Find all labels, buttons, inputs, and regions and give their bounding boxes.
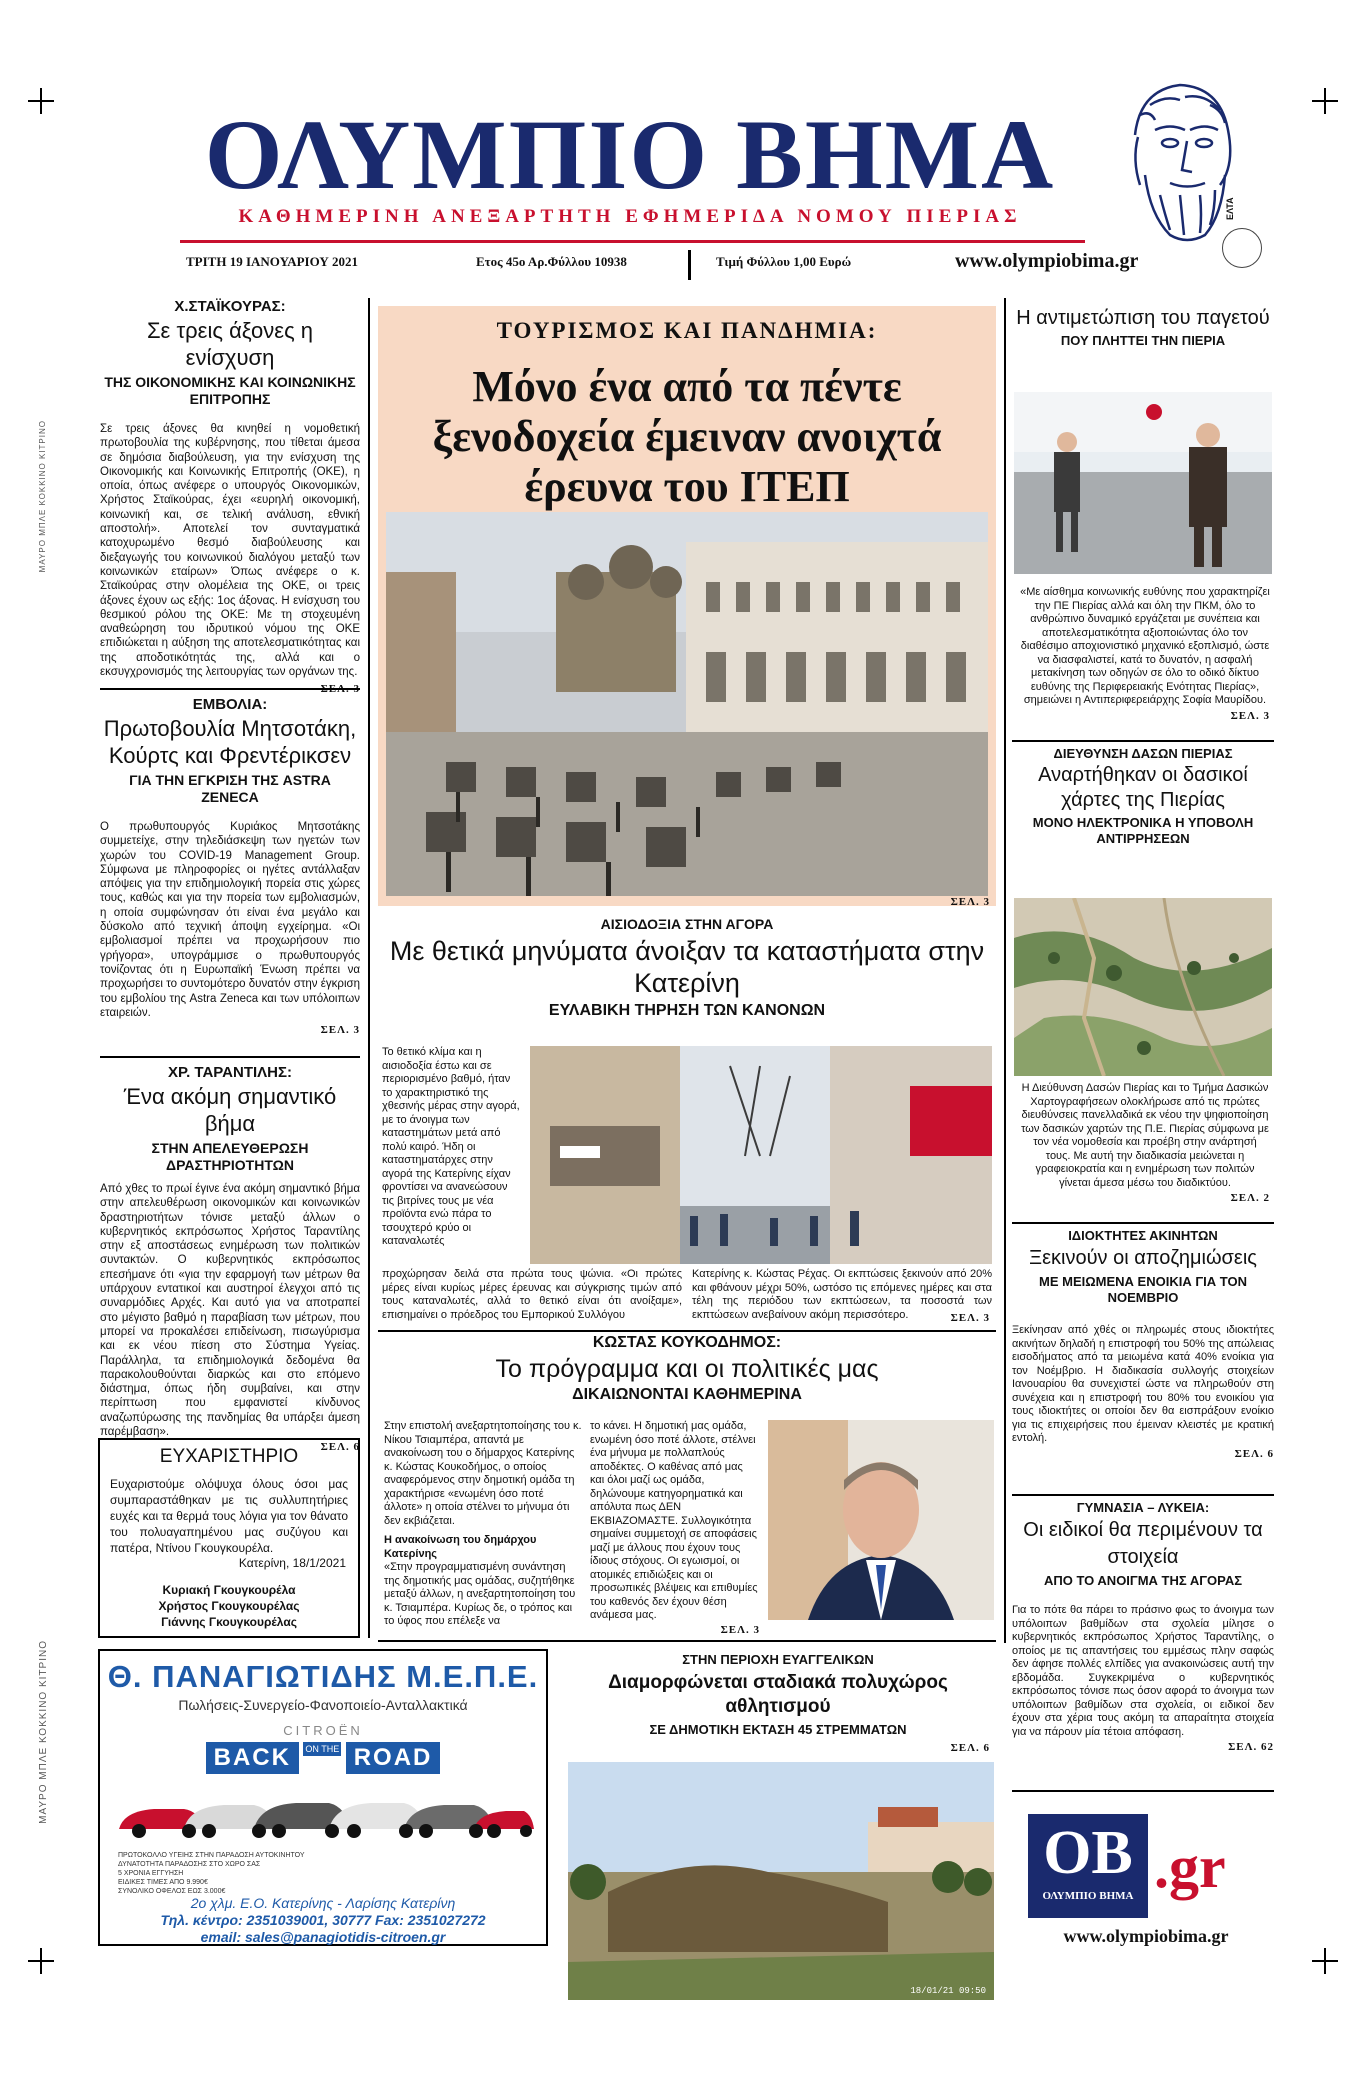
article-title: Η αντιμετώπιση του παγετού (1016, 307, 1270, 329)
lead-photo-venice-square (386, 512, 988, 896)
photo-timestamp: 18/01/21 09:50 (910, 1986, 986, 1996)
masthead-title: ΟΛΥΜΠΙΟ ΒΗΜΑ (204, 99, 1056, 210)
ad-phones: Τηλ. κέντρο: 2351039001, 30777 Fax: 2351027272 (160, 1912, 486, 1928)
ob-tld: .gr (1154, 1834, 1226, 1900)
thanks-signature: Κυριακή Γκουγκουρέλα (162, 1583, 296, 1597)
article-body: «Στην προγραμματισμένη συνάντηση της δημοτικής μας ομάδας, συζητήθηκε μεταξύ άλλων, η ανεξαρτητοποίηση του κ. Τσιαμπέρα. Κυρίως δε, ο τρόπος και το ύφος που επέλεξε να (384, 1561, 576, 1627)
thanks-signature: Γιάννης Γκουγκουρέλας (161, 1615, 297, 1629)
article-kicker: ΣΤΗΝ ΠΕΡΙΟΧΗ ΕΥΑΓΓΕΛΙΚΩΝ (682, 1652, 874, 1667)
page-reference[interactable]: ΣΕΛ. 6 (320, 1441, 360, 1454)
article-body: Το θετικό κλίμα και η αισιοδοξία έστω και σε περιορισμένο βαθμό, ήταν το χαρακτηριστικό της χθεσινής μέρας στην αγορά, με το άνοιγμα των καταστημάτων μετά από πολύ καιρό. Ήδη οι καταστηματάρχες στην αγορά της Κατερίνης είχαν φροντίσει να ανανεώσουν τις βιτρίνες τους με νέα προϊόντα ενώ πάρα το τσουχτερό κρύο οι καταναλωτές (382, 1046, 520, 1247)
sports-field-photo (568, 1762, 994, 2000)
divider (378, 1640, 996, 1642)
divider (1012, 1790, 1274, 1792)
dateline-issue: Ετος 45ο Αρ.Φύλλου 10938 (476, 254, 627, 269)
divider (1012, 740, 1274, 742)
ob-gr-promo[interactable] (1012, 1804, 1272, 1954)
ob-logo: OB (1043, 1819, 1133, 1887)
page-reference[interactable]: ΣΕΛ. 3 (320, 1024, 360, 1037)
article-subtitle: ΣΕ ΔΗΜΟΤΙΚΗ ΕΚΤΑΣΗ 45 ΣΤΡΕΜΜΑΤΩΝ (649, 1722, 907, 1737)
lead-title: Μόνο ένα από τα πέντε ξενοδοχεία έμειναν ανοιχτά έρευνα του ΙΤΕΠ (432, 362, 942, 511)
article-body: Από χθες το πρωί έγινε ένα ακόμη σημαντικό βήμα στην απελευθέρωση οικονομικών και κοινωνικών δραστηριοτήτων τόνισε μεταξύ άλλων ο κυβερνητικός εκπρόσωπος Χρήστος Ταραντίλης στην εξ αποστάσεως ενημέρωση των πολιτικών συντακτών. Ο κυβερνητικός εκπρόσωπος επεσήμανε ότι «για την εφαρμογή των μέτρων θα υπάρχουν εντατικοί και αυστηροί έλεγχοι από τις συναρμόδιες Αρχές. Και αυτό για να αποτραπεί στο μέγιστο βαθμό η παραβίαση των μέτρων, που μπορεί να προκαλέσει επιδείνωση, πισωγύρισμα και εκ νέου πίεση στο Σύστημα Υγείας. Παράλληλα, τα επιδημιολογικά δεδομένα θα παρακολουθούνται διαρκώς και στο επόμενο διάστημα, όπως ήδη συμβαίνει, και στην περίπτωση που εμφανιστεί κίνδυνος αναζωπύρωσης της πανδημίας θα υπάρξει άμεση παρέμβαση». (100, 1183, 360, 1439)
divider (100, 1056, 360, 1058)
article-body: Για το πότε θα πάρει το πράσινο φως το άνοιγμα των υπόλοιπων βαθμίδων στα σχολεία μίλησε ο κυβερνητικός εκπρόσωπος Χρήστος Ταραντίλης, ο οποίος με τις απαντήσεις του εμμέσως πλην σαφώς δεν άφησε πολλές ελπίδες για ανακοινώσεις αυτή την εβδομάδα. Συγκεκριμένα ο κυβερνητικός εκπρόσωπος τόνισε πως όσον αφορά το άνοιγμα των υπόλοιπων βαθμίδων στα σχολεία, οι ειδικοί δεν έχουν στα χέρια τους ακόμη τα απαραίτητα στοιχεία για να πάρουν μία τέτοια απόφαση. (1012, 1604, 1274, 1738)
article-body: Η Διεύθυνση Δασών Πιερίας και το Τμήμα Δασικών Χαρτογραφήσεων ολοκλήρωσε από τις πρώτες διευθύνσεις πανελλαδικά εκ νέου την ψηφιοποίηση των δασικών χαρτών της Π.Ε. Πιερίας σύμφωνα με τον νέα νομοθεσία και προέβη στην ανάρτησή τους. Με αυτή την διαδικασία μειώνεται η γραφειοκρατία και η ενημέρωση των πολιτών γίνεται άμεσα μέσω του διαδικτύου. (1021, 1082, 1269, 1189)
ob-logo-name: ΟΛΥΜΠΙΟ ΒΗΜΑ (1042, 1890, 1134, 1902)
article-title: Ξεκινούν οι αποζημιώσεις (1029, 1247, 1257, 1269)
lead-kicker: ΤΟΥΡΙΣΜΟΣ ΚΑΙ ΠΑΝΔΗΜΙΑ: (496, 318, 878, 343)
article-body: προχώρησαν δειλά στα πρώτα τους ψώνια. «Οι πρώτες μέρες είναι κυρίως μέρες έρευνας και σύγκρισης τιμών από τους καταναλωτές, αλλά το θετικό είναι ότι ανοίξαμε», επισημαίνει ο πρόεδρος του Εμπορικού Συλλόγου (382, 1268, 682, 1321)
article-body: «Με αίσθημα κοινωνικής ευθύνης που χαρακτηρίζει την ΠΕ Πιερίας αλλά και όλη την ΠΚΜ, όλο το ανθρώπινο δυναμικό εργάζεται με συνέπεια και αποτελεσματικότητα αξιοποιώντας όλο τον διαθέσιμο αποχιονιστικό μηχανικό εξοπλισμό, ώστε να διασφαλιστεί, κατά το δυνατόν, η ασφαλή μετακίνηση των οδηγών σε όλο το οδικό δίκτυο ευθύνης της Περιφερειακής Ενότητας Πιερίας», σημειώνει η Αντιπεριφερειάρχης Σοφία Μαυρίδου. (1020, 586, 1270, 706)
elta-mark: ΕΛΤΑ (1225, 197, 1235, 220)
article-body: Κατερίνης κ. Κώστας Ρέχας. Οι εκπτώσεις ξεκινούν από 20% και φθάνουν μέχρι 50%, ωστόσο τις επόμενες ημέρες και στα τέλη της περιόδου των εκπτώσεων, τα ποσοστά των εκπτώσεων ανεβαίνουν ακόμη περισσότερο. (692, 1268, 992, 1321)
divider (100, 688, 360, 690)
postal-seal (1222, 228, 1262, 268)
article-kicker: ΕΜΒΟΛΙΑ: (192, 696, 268, 713)
page-reference[interactable]: ΣΕΛ. 6 (1234, 1447, 1274, 1460)
citroen-dealer-ad[interactable] (98, 1649, 548, 1946)
article-subtitle: ΤΗΣ ΟΙΚΟΝΟΜΙΚΗΣ ΚΑΙ ΚΟΙΝΩΝΙΚΗΣ ΕΠΙΤΡΟΠΗΣ (104, 374, 356, 407)
frost-body-wrap (1020, 586, 1270, 722)
article-title: Πρωτοβουλία Μητσοτάκη, Κούρτς και Φρεντέρικσεν (103, 716, 357, 768)
ad-bullet: ΠΡΩΤΟΚΟΛΛΟ ΥΓΕΙΗΣ ΣΤΗΝ ΠΑΡΑΔΟΣΗ ΑΥΤΟΚΙΝΗΤΟΥ (118, 1852, 305, 1859)
ad-company: Θ. ΠΑΝΑΓΙΩΤΙΔΗΣ Μ.Ε.Π.Ε. (107, 1659, 539, 1694)
thanks-title: ΕΥΧΑΡΙΣΤΗΡΙΟ (159, 1446, 299, 1467)
thanks-date: Κατερίνη, 18/1/2021 (238, 1556, 346, 1570)
page-reference[interactable]: ΣΕΛ. 3 (1230, 709, 1270, 722)
ad-slogan-on: ON THE (305, 1744, 340, 1754)
thanks-notice (98, 1438, 360, 1638)
forest-body-wrap (1020, 1082, 1270, 1204)
article-schools[interactable] (1012, 1500, 1274, 1753)
frost-photo (1014, 392, 1272, 574)
ad-bullet: ΕΙΔΙΚΕΣ ΤΙΜΕΣ ΑΠΟ 9.990€ (118, 1879, 208, 1886)
article-rent-compensation[interactable] (1012, 1228, 1274, 1460)
zeus-bust-logo (1110, 75, 1245, 250)
website-link[interactable]: www.olympiobima.gr (955, 250, 1139, 272)
column-rule (1004, 298, 1006, 1643)
page-reference[interactable]: ΣΕΛ. 3 (950, 896, 990, 908)
ad-services: Πωλήσεις-Συνεργείο-Φανοποιείο-Ανταλλακτικά (178, 1697, 468, 1713)
shops-street-photo (530, 1046, 992, 1264)
ad-address: 2ο χλμ. Ε.Ο. Κατερίνης - Λαρίσης Κατερίνη (190, 1895, 456, 1911)
crop-mark (1312, 1948, 1338, 1974)
article-mayor[interactable] (378, 1334, 996, 1404)
article-forest-maps[interactable] (1012, 746, 1274, 847)
article-subtitle: ΣΤΗΝ ΑΠΕΛΕΥΘΕΡΩΣΗ ΔΡΑΣΤΗΡΙΟΤΗΤΩΝ (151, 1140, 309, 1173)
article-body: Στην επιστολή ανεξαρτητοποίησης του κ. Νίκου Τσιαμπέρα, απαντά με ανακοίνωση του ο δήμαρχος Κατερίνης κ. Κώστας Κουκοδήμος, ο οποίος αναφερόμενος στην δημοτική ομάδα τη χαρακτήρισε «ενωμένη όσο ποτέ άλλοτε» η οποία στέλνει το μήνυμα ότι δεν εκβιάζεται. (384, 1420, 582, 1527)
article-kicker: ΚΩΣΤΑΣ ΚΟΥΚΟΔΗΜΟΣ: (592, 1334, 782, 1351)
crop-mark (28, 1948, 54, 1974)
ad-brand: CITROËN (283, 1723, 363, 1738)
ad-bullet: ΣΥΝΟΛΙΚΟ ΟΦΕΛΟΣ ΕΩΣ 3.000€ (118, 1888, 226, 1895)
ad-bullet: 5 ΧΡΟΝΙΑ ΕΓΓΥΗΣΗ (118, 1870, 184, 1877)
divider (1012, 1222, 1274, 1224)
article-shops[interactable] (378, 916, 996, 1020)
thanks-signature: Χρήστος Γκουγκουρέλας (158, 1599, 300, 1613)
article-kicker: ΔΙΕΥΘΥΝΣΗ ΔΑΣΩΝ ΠΙΕΡΙΑΣ (1053, 746, 1233, 761)
thanks-body: Ευχαριστούμε ολόψυχα όλους όσοι μας συμπαραστάθηκαν με τις συλλυπητήριες ευχές και τα θερμά τους λόγια για τον θάνατο του πολυαγαπημένου μας συζύγου και πατέρα, Ντίνου Γκουγκουρέλα. (110, 1477, 349, 1555)
article-kicker: ΧΡ. ΤΑΡΑΝΤΙΛΗΣ: (167, 1064, 293, 1081)
crop-mark (1312, 88, 1338, 114)
page-reference[interactable]: ΣΕΛ. 6 (950, 1742, 990, 1754)
ad-email[interactable]: email: sales@panagiotidis-citroen.gr (200, 1929, 446, 1945)
page-reference[interactable]: ΣΕΛ. 2 (1230, 1192, 1270, 1204)
color-strip-bottom: ΜΑΥΡΟ ΜΠΛΕ ΚΟΚΚΙΝΟ ΚΙΤΡΙΝΟ (38, 1640, 49, 1824)
article-subtitle: ΜΟΝΟ ΗΛΕΚΤΡΟΝΙΚΑ Η ΥΠΟΒΟΛΗ ΑΝΤΙΡΡΗΣΕΩΝ (1032, 815, 1254, 846)
dateline-price: Τιμή Φύλλου 1,00 Ευρώ (716, 254, 852, 269)
dateline-date: ΤΡΙΤΗ 19 ΙΑΝΟΥΑΡΙΟΥ 2021 (186, 254, 359, 269)
article-kicker: ΑΙΣΙΟΔΟΞΙΑ ΣΤΗΝ ΑΓΟΡΑ (600, 916, 774, 932)
ob-logo-block (1028, 1814, 1148, 1918)
forest-map-photo (1014, 898, 1272, 1076)
article-kicker: ΓΥΜΝΑΣΙΑ – ΛΥΚΕΙΑ: (1076, 1500, 1210, 1515)
column-rule (368, 298, 370, 1638)
masthead-rule (180, 240, 1085, 243)
ad-bullets (118, 1851, 305, 1896)
crop-mark (28, 88, 54, 114)
article-title: Ένα ακόμη σημαντικό βήμα (123, 1084, 337, 1136)
article-body: το κάνει. Η δημοτική μας ομάδα, ενωμένη όσο ποτέ άλλοτε, στέλνει ένα μήνυμα με πολλαπλούς αποδέκτες. Ο καθένας από μας και όλοι μαζί ως ομάδα, δηλώνουμε κατηγορηματικά και απόλυτα πως ΔΕΝ ΕΚΒΙΑΖΟΜΑΣΤΕ. Συλλογικότητα σημαίνει συμμετοχή σε αποφάσεις μαζί με άλλους που έχουν τους ίδιους στόχους. Οι εγωισμοί, οι ατομικές επιδιώξεις και οι προσωπικές βλέψεις και επιθυμίες του καθενός δεν έχουν θέση ανάμεσα μας. (590, 1420, 758, 1621)
ad-slogan-road: ROAD (346, 1742, 441, 1774)
dateline-separator (688, 250, 691, 280)
article-subtitle: ΕΥΛΑΒΙΚΗ ΤΗΡΗΣΗ ΤΩΝ ΚΑΝΟΝΩΝ (548, 1002, 826, 1019)
article-title: Διαμορφώνεται σταδιακά πολυχώρος αθλητισμού (608, 1672, 948, 1717)
article-body: Σε τρεις άξονες θα κινηθεί η νομοθετική πρωτοβουλία της κυβέρνησης, που τίθεται άμεσα σε δημόσια διαβούλευση, για την ενίσχυση της Οικονομικής και Κοινωνικής Επιτροπής (ΟΚΕ), η οποία, όπως ανέφερε ο υπουργός Οικονομικών, Χρήστος Σταϊκούρας, έχει «ευρηλή οικονομική, κοινωνική και, σε τελική ανάλυση, εθνική αποστολή». Αποτελεί τον συνταγματικά κατοχυρωμένο θεσμό διαβούλευσης και διεξαγωγής του κοινωνικού διαλόγου μεταξύ των κοινωνικών εταίρων» Όπως ανέφερε ο κ. Σταϊκούρας στην ολομέλεια της ΟΚΕ, οι τρεις άξονες έχουν ως εξής: 1ος άξονας. Η ενίσχυση του θεσμικού ρόλου της ΟΚΕ: Με τη στοχευμένη αναθεώρηση του ιδρυτικού νόμου της ΟΚΕ επιδιώκεται η αύξηση της αποτελεσματικότητας και της αποδοτικότητάς της, αλλά και ο εκσυγχρονισμός της λειτουργίας των οργάνων της. (100, 423, 360, 679)
divider (1012, 1494, 1274, 1496)
article-title: Οι ειδικοί θα περιμένουν τα στοιχεία (1023, 1519, 1263, 1568)
article-subtitle: ΜΕ ΜΕΙΩΜΕΝΑ ΕΝΟΙΚΙΑ ΓΙΑ ΤΟΝ ΝΟΕΜΒΡΙΟ (1039, 1274, 1247, 1305)
article-subtitle: ΓΙΑ ΤΗΝ ΕΓΚΡΙΣΗ ΤΗΣ ASTRA ZENECA (129, 772, 331, 805)
article-title: Με θετικά μηνύματα άνοιξαν τα καταστήματα στην Κατερίνη (389, 936, 985, 998)
article-tarantilis[interactable] (100, 1064, 360, 1453)
page-reference[interactable]: ΣΕΛ. 62 (1228, 1741, 1274, 1753)
article-subtitle: ΔΙΚΑΙΩΝΟΝΤΑΙ ΚΑΘΗΜΕΡΙΝΑ (572, 1386, 802, 1403)
ad-bullet: ΔΥΝΑΤΟΤΗΤΑ ΠΑΡΑΔΟΣΗΣ ΣΤΟ ΧΩΡΟ ΣΑΣ (118, 1861, 261, 1868)
article-staikouras[interactable] (100, 298, 360, 695)
article-vaccines[interactable] (100, 696, 360, 1036)
article-body-heading: Η ανακοίνωση του δημάρχου Κατερίνης (384, 1534, 537, 1560)
article-title: Το πρόγραμμα και οι πολιτικές μας (495, 1355, 879, 1383)
article-title: Αναρτήθηκαν οι δασικοί χάρτες της Πιερίας (1038, 764, 1248, 811)
color-strip-top: ΜΑΥΡΟ ΜΠΛΕ ΚΟΚΚΙΝΟ ΚΙΤΡΙΝΟ (38, 420, 47, 573)
article-title: Σε τρεις άξονες η ενίσχυση (146, 318, 314, 370)
mayor-portrait-photo (768, 1420, 994, 1620)
article-subtitle: ΑΠΟ ΤΟ ΑΝΟΙΓΜΑ ΤΗΣ ΑΓΟΡΑΣ (1043, 1573, 1243, 1588)
masthead-subtitle: ΚΑΘΗΜΕΡΙΝΗ ΑΝΕΞΑΡΤΗΤΗ ΕΦΗΜΕΡΙΔΑ ΝΟΜΟΥ ΠΙΕΡΙΑΣ (238, 206, 1022, 227)
ob-url[interactable]: www.olympiobima.gr (1063, 1926, 1229, 1946)
page-reference[interactable]: ΣΕΛ. 3 (720, 1624, 760, 1636)
mayor-col-left (384, 1420, 584, 1629)
article-body: Ο πρωθυπουργός Κυριάκος Μητσοτάκης συμμετείχε, στην τηλεδιάσκεψη των ηγετών των χωρών του COVID-19 Management Group. Σύμφωνα με πληροφορίες οι ηγέτες αντάλλαξαν απόψεις για την επιδημιολογική πορεία στις χώρες τους, καθώς και για την πορεία των εμβολιασμών, η οποία συμφώνησαν ότι είναι ένα μεγάλο και δύσκολο από τεχνική άποψη εγχείρημα. «Οι εμβολιασμοί πρέπει να προχωρήσουν πιο γρήγορα», υπογράμμισε ο πρωθυπουργός τονίζοντας ότι η Ευρωπαϊκή Ένωση πρέπει να προχωρήσει το συντομότερο δυνατόν στην έγκριση του εμβολίου της Astra Zeneca και των υπόλοιπων εταιρειών. (100, 821, 360, 1019)
article-body: Ξεκίνησαν από χθές οι πληρωμές στους ιδιοκτήτες ακινήτων δηλαδή η επιστροφή του 50% της απώλειας εισοδήματος από τα μειωμένα κατά 40% ενοίκια για τον Νοέμβριο. Η διαδικασία συλλογής στοιχείων Ιανουαρίου θα συνεχιστεί ώστε να πληρωθούν στη συνέχεια και η επιστροφή του 80% του ενοικίου για τους ιδιοκτήτες οι οποίοι δεν θα εισπράξουν ενοίκιο για τις επιχειρήσεις που έμειναν κλειστές με κρατική εντολή. (1012, 1324, 1274, 1444)
article-sports-venue[interactable] (560, 1652, 996, 1737)
ad-slogan-back: BACK (206, 1742, 299, 1774)
divider (378, 1330, 996, 1332)
ad-car-lineup (114, 1789, 534, 1845)
article-kicker: Χ.ΣΤΑΪΚΟΥΡΑΣ: (174, 298, 286, 315)
page-reference[interactable]: ΣΕΛ. 3 (950, 1312, 990, 1324)
article-kicker: ΙΔΙΟΚΤΗΤΕΣ ΑΚΙΝΗΤΩΝ (1068, 1228, 1218, 1243)
article-frost[interactable] (1012, 306, 1274, 348)
article-subtitle: ΠΟΥ ΠΛΗΤΤΕΙ ΤΗΝ ΠΙΕΡΙΑ (1060, 333, 1226, 348)
